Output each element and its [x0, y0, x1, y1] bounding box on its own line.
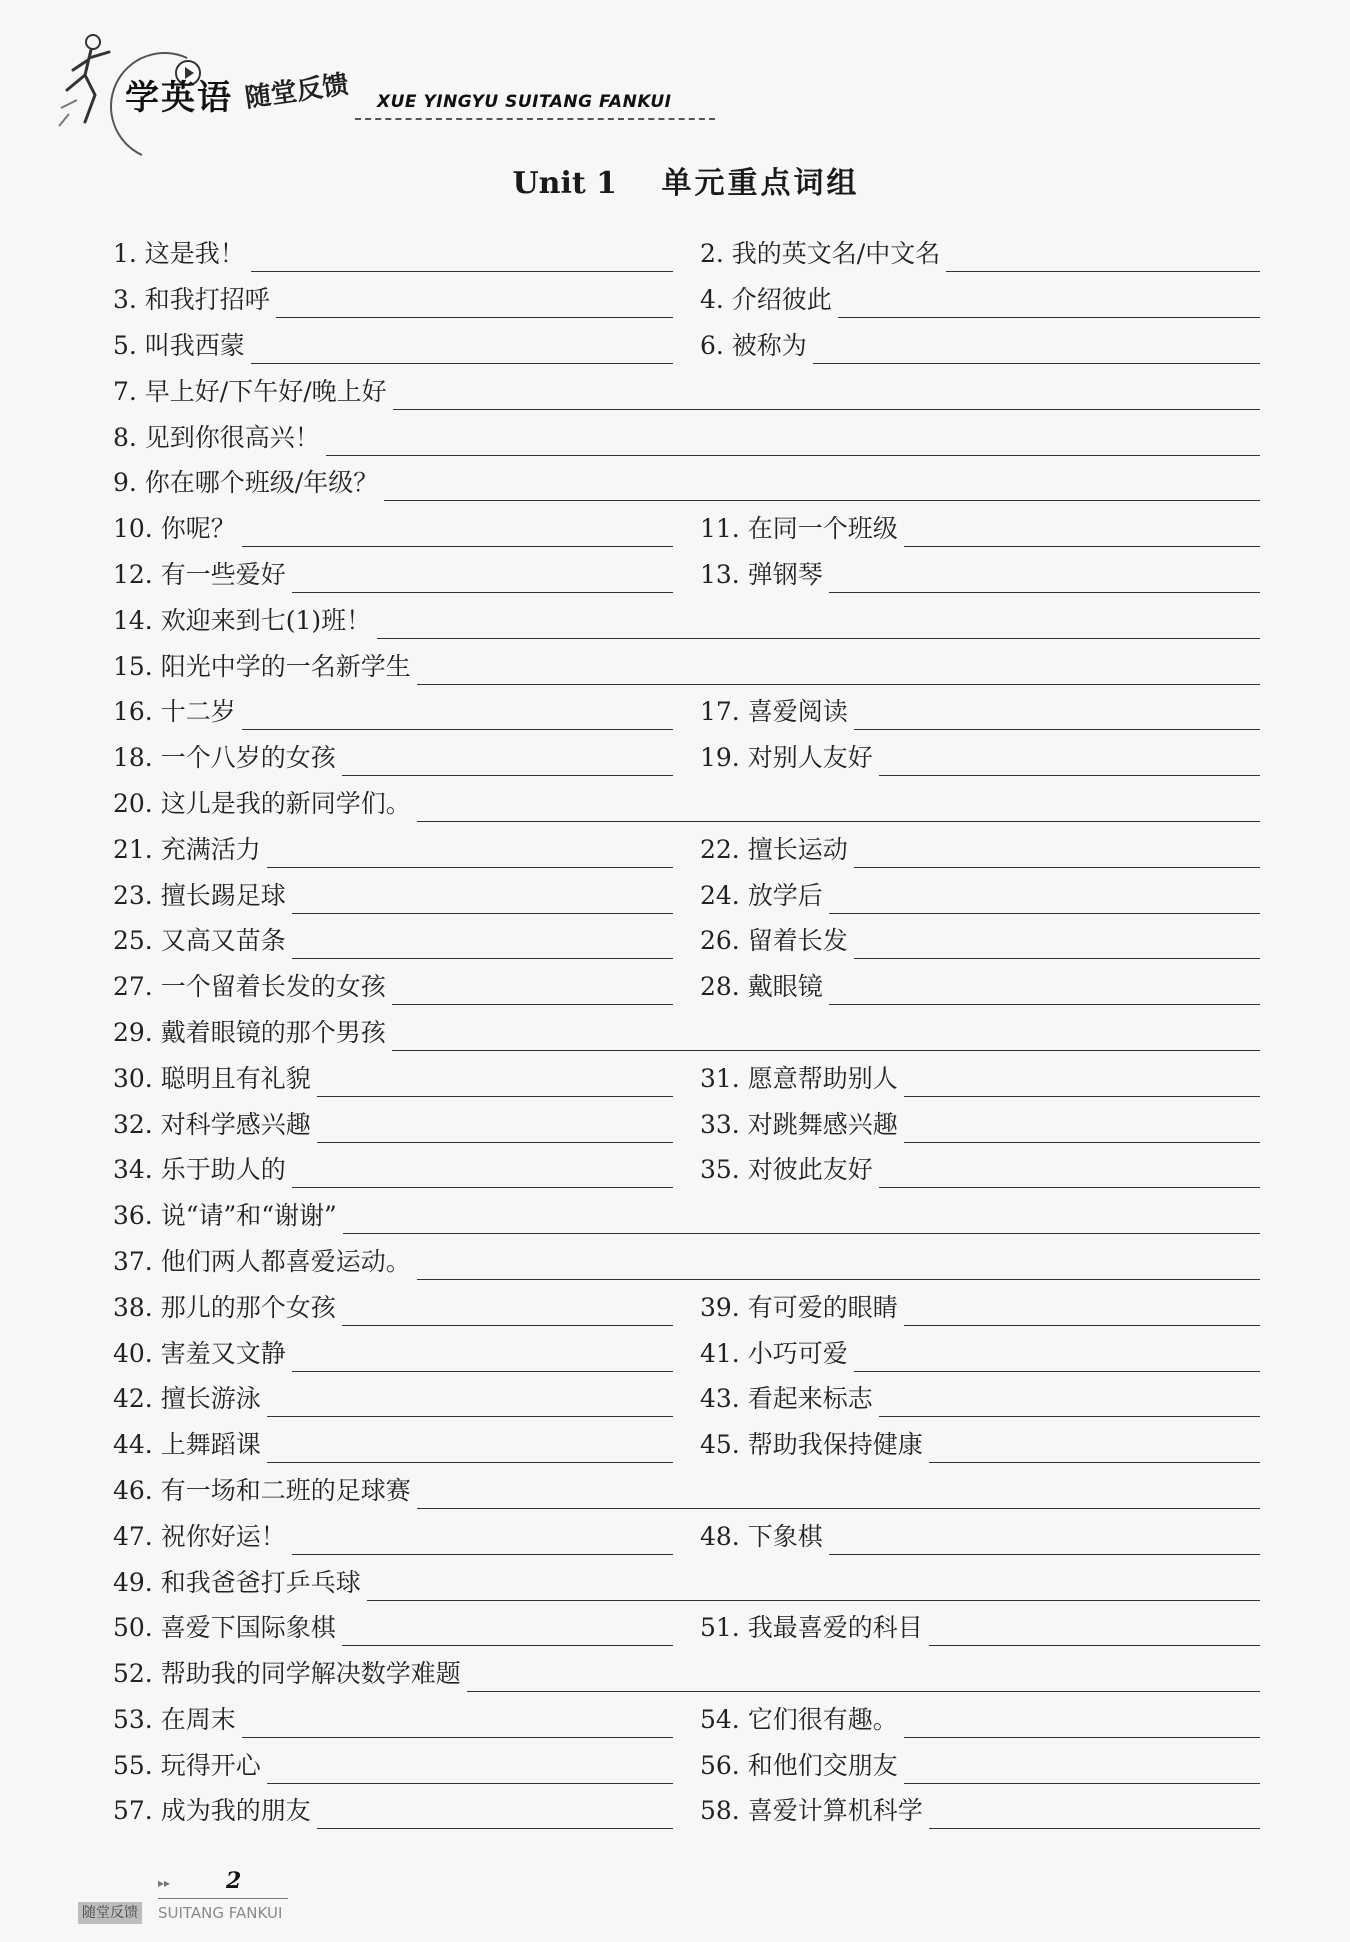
- answer-blank[interactable]: [829, 980, 1260, 1005]
- phrase-item: [113, 780, 1260, 826]
- footer-label-cn: 随堂反馈: [78, 1902, 142, 1924]
- answer-blank[interactable]: [343, 1209, 1260, 1234]
- brand-title-cn: 学英语: [125, 78, 233, 118]
- footer-label-en: SUITANG FANKUI: [158, 1904, 283, 1922]
- phrase-prompt: 43. 看起来标志: [700, 1384, 873, 1414]
- phrase-prompt: 12. 有一些爱好: [113, 559, 286, 589]
- page-title: [0, 158, 1350, 202]
- phrase-row: [113, 230, 1260, 276]
- answer-blank[interactable]: [267, 1392, 673, 1417]
- phrase-item: [700, 688, 1260, 734]
- phrase-prompt: 28. 戴眼镜: [700, 972, 823, 1002]
- answer-blank[interactable]: [292, 1163, 673, 1188]
- phrase-item: [700, 917, 1260, 963]
- phrase-item: [113, 1421, 673, 1467]
- unit-label: Unit 1: [512, 166, 618, 201]
- phrase-row: [113, 734, 1260, 780]
- phrase-item: [700, 230, 1260, 276]
- phrase-prompt: 1. 这是我！: [113, 239, 245, 269]
- phrase-prompt: 20. 这儿是我的新同学们。: [113, 788, 411, 818]
- phrase-prompt: 55. 玩得开心: [113, 1750, 261, 1780]
- answer-blank[interactable]: [317, 1118, 673, 1143]
- phrase-item: [700, 322, 1260, 368]
- phrase-row: [113, 688, 1260, 734]
- phrase-item: [113, 1238, 1260, 1284]
- phrase-prompt: 53. 在周末: [113, 1704, 236, 1734]
- phrase-row: [113, 963, 1260, 1009]
- phrase-prompt: 56. 和他们交朋友: [700, 1750, 898, 1780]
- phrase-row: [113, 596, 1260, 642]
- header-logo: [55, 30, 675, 130]
- answer-blank[interactable]: [292, 568, 673, 593]
- phrase-prompt: 6. 被称为: [700, 330, 807, 360]
- phrase-row: [113, 276, 1260, 322]
- phrase-item: [113, 276, 673, 322]
- answer-blank[interactable]: [292, 889, 673, 914]
- phrase-item: [113, 1741, 673, 1787]
- phrase-item: [113, 1100, 673, 1146]
- phrase-row: [113, 1512, 1260, 1558]
- phrase-row: [113, 1283, 1260, 1329]
- phrase-row: [113, 1192, 1260, 1238]
- answer-blank[interactable]: [317, 1072, 673, 1097]
- phrase-row: [113, 1100, 1260, 1146]
- phrase-item: [113, 322, 673, 368]
- phrase-row: [113, 1650, 1260, 1696]
- answer-blank[interactable]: [904, 1118, 1260, 1143]
- header-divider: [355, 118, 715, 120]
- answer-blank[interactable]: [929, 1438, 1260, 1463]
- answer-blank[interactable]: [854, 1347, 1260, 1372]
- phrase-prompt: 39. 有可爱的眼睛: [700, 1292, 898, 1322]
- answer-blank[interactable]: [342, 1621, 673, 1646]
- answer-blank[interactable]: [251, 339, 673, 364]
- phrase-item: [113, 734, 673, 780]
- answer-blank[interactable]: [904, 1301, 1260, 1326]
- phrase-prompt: 51. 我最喜爱的科目: [700, 1613, 923, 1643]
- phrase-item: [700, 825, 1260, 871]
- phrase-prompt: 3. 和我打招呼: [113, 285, 270, 315]
- phrase-row: [113, 1375, 1260, 1421]
- phrase-prompt: 17. 喜爱阅读: [700, 697, 848, 727]
- answer-blank[interactable]: [904, 522, 1260, 547]
- phrase-item: [113, 1696, 673, 1742]
- phrase-prompt: 50. 喜爱下国际象棋: [113, 1613, 336, 1643]
- footer-arrows-icon: ▸▸: [158, 1876, 171, 1890]
- answer-blank[interactable]: [904, 1072, 1260, 1097]
- phrase-item: [700, 1696, 1260, 1742]
- answer-blank[interactable]: [829, 1530, 1260, 1555]
- phrase-row: [113, 413, 1260, 459]
- phrase-prompt: 34. 乐于助人的: [113, 1155, 286, 1185]
- phrase-item: [113, 825, 673, 871]
- phrase-item: [113, 1512, 673, 1558]
- phrase-item: [700, 1283, 1260, 1329]
- answer-blank[interactable]: [242, 522, 673, 547]
- phrase-item: [700, 505, 1260, 551]
- phrase-prompt: 25. 又高又苗条: [113, 926, 286, 956]
- answer-blank[interactable]: [251, 247, 673, 272]
- footer-divider: [158, 1898, 288, 1899]
- phrase-item: [113, 963, 673, 1009]
- phrase-prompt: 35. 对彼此友好: [700, 1155, 873, 1185]
- phrase-row: [113, 1558, 1260, 1604]
- answer-blank[interactable]: [417, 660, 1260, 685]
- phrase-item: [700, 1512, 1260, 1558]
- phrase-prompt: 16. 十二岁: [113, 697, 236, 727]
- phrase-prompt: 11. 在同一个班级: [700, 514, 898, 544]
- phrase-prompt: 57. 成为我的朋友: [113, 1796, 311, 1826]
- phrase-item: [113, 871, 673, 917]
- brand-title-en: XUE YINGYU SUITANG FANKUI: [377, 92, 672, 112]
- phrase-row: [113, 1696, 1260, 1742]
- answer-blank[interactable]: [467, 1667, 1260, 1692]
- phrase-item: [700, 1421, 1260, 1467]
- brand-subtitle-cn: 随堂反馈: [243, 69, 351, 114]
- answer-blank[interactable]: [326, 431, 1260, 456]
- answer-blank[interactable]: [417, 1484, 1260, 1509]
- phrase-row: [113, 322, 1260, 368]
- answer-blank[interactable]: [929, 1621, 1260, 1646]
- phrase-item: [700, 1604, 1260, 1650]
- phrase-item: [700, 1375, 1260, 1421]
- phrase-row: [113, 1054, 1260, 1100]
- phrase-item: [113, 1329, 673, 1375]
- phrase-item: [113, 1558, 1260, 1604]
- phrase-row: [113, 1741, 1260, 1787]
- answer-blank[interactable]: [813, 339, 1260, 364]
- phrase-item: [700, 1329, 1260, 1375]
- phrase-item: [113, 1467, 1260, 1513]
- phrase-item: [113, 1283, 673, 1329]
- phrase-prompt: 24. 放学后: [700, 880, 823, 910]
- phrase-prompt: 49. 和我爸爸打乒乓球: [113, 1567, 361, 1597]
- phrase-item: [700, 871, 1260, 917]
- phrase-prompt: 15. 阳光中学的一名新学生: [113, 651, 411, 681]
- phrase-prompt: 10. 你呢？: [113, 514, 236, 544]
- phrase-prompt: 47. 祝你好运！: [113, 1521, 286, 1551]
- phrase-row: [113, 1238, 1260, 1284]
- phrase-prompt: 2. 我的英文名/中文名: [700, 239, 941, 269]
- phrase-prompt: 23. 擅长踢足球: [113, 880, 286, 910]
- phrase-item: [113, 1054, 673, 1100]
- phrase-item: [113, 1009, 1260, 1055]
- phrase-prompt: 14. 欢迎来到七(1)班！: [113, 605, 372, 635]
- phrase-item: [113, 688, 673, 734]
- answer-blank[interactable]: [904, 1759, 1260, 1784]
- phrase-item: [700, 734, 1260, 780]
- answer-blank[interactable]: [929, 1804, 1260, 1829]
- answer-blank[interactable]: [854, 934, 1260, 959]
- answer-blank[interactable]: [292, 934, 673, 959]
- phrase-item: [113, 459, 1260, 505]
- phrase-row: [113, 825, 1260, 871]
- phrase-prompt: 52. 帮助我的同学解决数学难题: [113, 1659, 461, 1689]
- phrase-item: [113, 1650, 1260, 1696]
- phrase-prompt: 31. 愿意帮助别人: [700, 1063, 898, 1093]
- phrase-item: [113, 642, 1260, 688]
- phrase-item: [700, 963, 1260, 1009]
- phrase-item: [113, 230, 673, 276]
- phrase-prompt: 40. 害羞又文静: [113, 1338, 286, 1368]
- answer-blank[interactable]: [392, 980, 673, 1005]
- phrase-row: [113, 1329, 1260, 1375]
- answer-blank[interactable]: [829, 889, 1260, 914]
- phrase-item: [113, 551, 673, 597]
- phrase-prompt: 44. 上舞蹈课: [113, 1430, 261, 1460]
- phrase-prompt: 45. 帮助我保持健康: [700, 1430, 923, 1460]
- answer-blank[interactable]: [377, 614, 1260, 639]
- answer-blank[interactable]: [342, 1301, 673, 1326]
- phrase-item: [113, 917, 673, 963]
- answer-blank[interactable]: [276, 293, 673, 318]
- answer-blank[interactable]: [838, 293, 1260, 318]
- answer-blank[interactable]: [292, 1347, 673, 1372]
- phrase-prompt: 32. 对科学感兴趣: [113, 1109, 311, 1139]
- phrase-prompt: 54. 它们很有趣。: [700, 1704, 898, 1734]
- phrase-item: [113, 1192, 1260, 1238]
- phrase-prompt: 33. 对跳舞感兴趣: [700, 1109, 898, 1139]
- phrase-row: [113, 1604, 1260, 1650]
- phrase-prompt: 27. 一个留着长发的女孩: [113, 972, 386, 1002]
- answer-blank[interactable]: [392, 1026, 1260, 1051]
- phrase-prompt: 7. 早上好/下午好/晚上好: [113, 376, 387, 406]
- answer-blank[interactable]: [367, 1576, 1260, 1601]
- phrase-prompt: 46. 有一场和二班的足球赛: [113, 1475, 411, 1505]
- answer-blank[interactable]: [317, 1804, 673, 1829]
- page-number: 2: [226, 1868, 242, 1894]
- phrase-row: [113, 367, 1260, 413]
- phrase-prompt: 19. 对别人友好: [700, 743, 873, 773]
- phrase-item: [113, 367, 1260, 413]
- phrase-prompt: 58. 喜爱计算机科学: [700, 1796, 923, 1826]
- answer-blank[interactable]: [342, 751, 673, 776]
- phrase-prompt: 5. 叫我西蒙: [113, 330, 245, 360]
- answer-blank[interactable]: [292, 1530, 673, 1555]
- phrase-row: [113, 780, 1260, 826]
- phrase-item: [113, 1375, 673, 1421]
- answer-blank[interactable]: [829, 568, 1260, 593]
- phrase-prompt: 30. 聪明且有礼貌: [113, 1063, 311, 1093]
- answer-blank[interactable]: [267, 843, 673, 868]
- answer-blank[interactable]: [267, 1438, 673, 1463]
- phrase-prompt: 48. 下象棋: [700, 1521, 823, 1551]
- phrase-item: [700, 1054, 1260, 1100]
- phrase-item: [700, 1741, 1260, 1787]
- phrase-prompt: 38. 那儿的那个女孩: [113, 1292, 336, 1322]
- phrase-prompt: 4. 介绍彼此: [700, 285, 832, 315]
- title-cn: 单元重点词组: [661, 166, 860, 201]
- phrase-prompt: 8. 见到你很高兴！: [113, 422, 320, 452]
- phrase-prompt: 21. 充满活力: [113, 834, 261, 864]
- phrase-row: [113, 551, 1260, 597]
- answer-blank[interactable]: [946, 247, 1260, 272]
- answer-blank[interactable]: [242, 1713, 673, 1738]
- phrase-row: [113, 1146, 1260, 1192]
- phrase-list: [113, 230, 1260, 1833]
- phrase-row: [113, 1467, 1260, 1513]
- phrase-prompt: 42. 擅长游泳: [113, 1384, 261, 1414]
- phrase-item: [700, 551, 1260, 597]
- phrase-row: [113, 459, 1260, 505]
- phrase-item: [113, 1604, 673, 1650]
- answer-blank[interactable]: [417, 797, 1260, 822]
- answer-blank[interactable]: [879, 751, 1260, 776]
- phrase-item: [113, 413, 1260, 459]
- phrase-row: [113, 871, 1260, 917]
- phrase-item: [700, 1787, 1260, 1833]
- answer-blank[interactable]: [384, 476, 1260, 501]
- answer-blank[interactable]: [393, 385, 1260, 410]
- phrase-item: [113, 1146, 673, 1192]
- phrase-item: [113, 1787, 673, 1833]
- phrase-row: [113, 1787, 1260, 1833]
- answer-blank[interactable]: [854, 705, 1260, 730]
- answer-blank[interactable]: [879, 1163, 1260, 1188]
- phrase-prompt: 37. 他们两人都喜爱运动。: [113, 1246, 411, 1276]
- phrase-row: [113, 642, 1260, 688]
- answer-blank[interactable]: [854, 843, 1260, 868]
- phrase-row: [113, 1421, 1260, 1467]
- phrase-prompt: 9. 你在哪个班级/年级？: [113, 468, 379, 498]
- phrase-prompt: 29. 戴着眼镜的那个男孩: [113, 1017, 386, 1047]
- phrase-row: [113, 1009, 1260, 1055]
- phrase-prompt: 13. 弹钢琴: [700, 559, 823, 589]
- phrase-prompt: 36. 说“请”和“谢谢”: [113, 1201, 337, 1231]
- phrase-item: [113, 505, 673, 551]
- answer-blank[interactable]: [417, 1255, 1260, 1280]
- answer-blank[interactable]: [904, 1713, 1260, 1738]
- answer-blank[interactable]: [242, 705, 673, 730]
- phrase-prompt: 41. 小巧可爱: [700, 1338, 848, 1368]
- answer-blank[interactable]: [879, 1392, 1260, 1417]
- phrase-row: [113, 917, 1260, 963]
- phrase-row: [113, 505, 1260, 551]
- phrase-prompt: 26. 留着长发: [700, 926, 848, 956]
- phrase-item: [113, 596, 1260, 642]
- phrase-item: [700, 1146, 1260, 1192]
- answer-blank[interactable]: [267, 1759, 673, 1784]
- phrase-prompt: 18. 一个八岁的女孩: [113, 743, 336, 773]
- phrase-item: [700, 1100, 1260, 1146]
- phrase-prompt: 22. 擅长运动: [700, 834, 848, 864]
- phrase-item: [700, 276, 1260, 322]
